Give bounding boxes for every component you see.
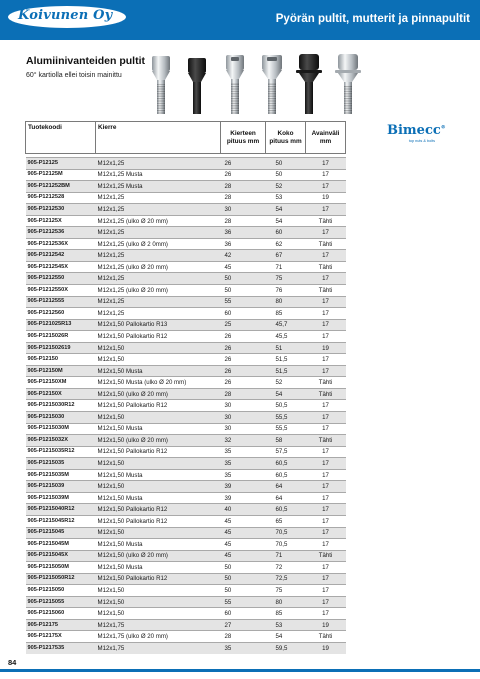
column-header-key: Avainväli mm <box>306 122 346 154</box>
cell-key: 17 <box>306 562 346 574</box>
table-row <box>26 504 346 516</box>
cell-thread-length: 36 <box>221 227 266 239</box>
cell-head-length: 76 <box>266 285 306 297</box>
cell-key: Tähti <box>306 285 346 297</box>
cell-key: 17 <box>306 504 346 516</box>
cell-code: 905-P12175X <box>26 631 96 643</box>
product-table <box>25 121 346 654</box>
cell-thread-length: 45 <box>221 550 266 562</box>
cell-head-length: 60,5 <box>266 469 306 481</box>
cell-thread-length: 35 <box>221 642 266 654</box>
table-row <box>26 354 346 366</box>
cell-thread: M12x1,50 Musta <box>96 423 221 435</box>
cell-key: 17 <box>306 585 346 597</box>
cell-thread-length: 60 <box>221 608 266 620</box>
table-row <box>26 377 346 389</box>
cell-head-length: 80 <box>266 596 306 608</box>
cell-thread-length: 50 <box>221 562 266 574</box>
cell-thread-length: 40 <box>221 504 266 516</box>
table-row <box>26 319 346 331</box>
cell-key: 17 <box>306 481 346 493</box>
cell-key: Tähti <box>306 238 346 250</box>
cell-key: 17 <box>306 527 346 539</box>
cell-key: 17 <box>306 469 346 481</box>
cell-code: 905-P1212530 <box>26 204 96 216</box>
cell-key: 17 <box>306 227 346 239</box>
table-row <box>26 446 346 458</box>
table-row <box>26 631 346 643</box>
bolt-chrome-1 <box>152 56 170 114</box>
cell-key: 19 <box>306 342 346 354</box>
cell-key: 17 <box>306 273 346 285</box>
bolt-chrome-4 <box>335 54 361 114</box>
cell-code: 905-P1212555 <box>26 296 96 308</box>
cell-code: 905-P1215050 <box>26 585 96 597</box>
column-header-thread-length: Kierteen pituus mm <box>221 122 266 154</box>
cell-thread: M12x1,50 Pallokartio R12 <box>96 400 221 412</box>
cell-code: 905-P1212545X <box>26 261 96 273</box>
cell-thread: M12x1,50 Pallokartio R12 <box>96 446 221 458</box>
table-row <box>26 215 346 227</box>
cell-head-length: 64 <box>266 481 306 493</box>
table-row <box>26 412 346 424</box>
cell-code: 905-P1212536 <box>26 227 96 239</box>
table-row <box>26 158 346 170</box>
cell-key: Tähti <box>306 550 346 562</box>
cell-key: 19 <box>306 192 346 204</box>
cell-code: 905-P1215055 <box>26 596 96 608</box>
cell-code: 905-P12150 <box>26 354 96 366</box>
cell-thread-length: 50 <box>221 573 266 585</box>
cell-head-length: 70,5 <box>266 539 306 551</box>
table-row <box>26 261 346 273</box>
cell-key: 17 <box>306 423 346 435</box>
cell-key: 17 <box>306 158 346 170</box>
cell-code: 905-P1215039 <box>26 481 96 493</box>
cell-code: 905-P12125X <box>26 215 96 227</box>
table-row <box>26 204 346 216</box>
cell-thread-length: 32 <box>221 435 266 447</box>
cell-thread: M12x1,50 Pallokartio R12 <box>96 331 221 343</box>
cell-thread-length: 26 <box>221 365 266 377</box>
cell-thread: M12x1,25 <box>96 204 221 216</box>
cell-thread: M12x1,50 <box>96 585 221 597</box>
cell-thread: M12x1,50 <box>96 342 221 354</box>
cell-thread: M12x1,50 Musta <box>96 562 221 574</box>
brand-tagline: top nuts & bolts <box>408 139 435 143</box>
table-row <box>26 492 346 504</box>
cell-thread-length: 50 <box>221 273 266 285</box>
cell-head-length: 71 <box>266 550 306 562</box>
cell-key: 17 <box>306 331 346 343</box>
cell-key: 17 <box>306 458 346 470</box>
cell-head-length: 53 <box>266 192 306 204</box>
table-row <box>26 596 346 608</box>
cell-key: 17 <box>306 539 346 551</box>
cell-thread: M12x1,25 <box>96 296 221 308</box>
cell-thread: M12x1,50 <box>96 481 221 493</box>
cell-key: Tähti <box>306 388 346 400</box>
cell-key: Tähti <box>306 631 346 643</box>
cell-head-length: 54 <box>266 631 306 643</box>
cell-key: 17 <box>306 365 346 377</box>
cell-head-length: 60,5 <box>266 504 306 516</box>
cell-thread: M12x1,25 (ulko Ø 20 mm) <box>96 285 221 297</box>
cell-head-length: 52 <box>266 181 306 193</box>
cell-thread: M12x1,50 Pallokartio R13 <box>96 319 221 331</box>
cell-thread: M12x1,50 <box>96 596 221 608</box>
cell-code: 905-P1215026R <box>26 331 96 343</box>
cell-code: 905-P1212528 <box>26 192 96 204</box>
cell-thread-length: 26 <box>221 354 266 366</box>
page-number: 84 <box>8 658 17 667</box>
cell-thread-length: 26 <box>221 158 266 170</box>
brand-name: Bimecc <box>387 123 441 138</box>
cell-head-length: 85 <box>266 308 306 320</box>
cell-code: 905-P1212550 <box>26 273 96 285</box>
cell-key: 17 <box>306 354 346 366</box>
cell-thread: M12x1,50 Musta <box>96 469 221 481</box>
cell-thread: M12x1,50 (ulko Ø 20 mm) <box>96 388 221 400</box>
cell-head-length: 55,5 <box>266 412 306 424</box>
cell-thread: M12x1,50 Pallokartio R12 <box>96 504 221 516</box>
cell-code: 905-P121502619 <box>26 342 96 354</box>
cell-head-length: 75 <box>266 585 306 597</box>
table-row <box>26 238 346 250</box>
table-row <box>26 400 346 412</box>
cell-thread: M12x1,25 <box>96 250 221 262</box>
cell-head-length: 50 <box>266 169 306 181</box>
table-row <box>26 585 346 597</box>
table-row <box>26 642 346 654</box>
cell-thread: M12x1,50 <box>96 354 221 366</box>
cell-thread-length: 30 <box>221 400 266 412</box>
table-row <box>26 273 346 285</box>
cell-key: 19 <box>306 619 346 631</box>
cell-code: 905-P1215030R12 <box>26 400 96 412</box>
cell-thread: M12x1,50 (ulko Ø 20 mm) <box>96 435 221 447</box>
cell-thread: M12x1,50 <box>96 527 221 539</box>
cell-code: 905-P1215032X <box>26 435 96 447</box>
table-row <box>26 285 346 297</box>
cell-thread-length: 30 <box>221 412 266 424</box>
cell-head-length: 51 <box>266 342 306 354</box>
cell-thread-length: 30 <box>221 423 266 435</box>
table-row <box>26 550 346 562</box>
cell-head-length: 45,5 <box>266 331 306 343</box>
cell-code: 905-P1215050R12 <box>26 573 96 585</box>
cell-head-length: 60,5 <box>266 458 306 470</box>
section-title: Alumiinivanteiden pultit <box>26 55 146 67</box>
cell-thread-length: 60 <box>221 308 266 320</box>
cell-key: Tähti <box>306 435 346 447</box>
page-header-title: Pyörän pultit, mutterit ja pinnapultit <box>275 13 470 25</box>
cell-head-length: 54 <box>266 388 306 400</box>
cell-thread-length: 26 <box>221 331 266 343</box>
cell-head-length: 70,5 <box>266 527 306 539</box>
cell-code: 905-P1215035R12 <box>26 446 96 458</box>
page-header <box>0 0 480 40</box>
cell-key: 17 <box>306 319 346 331</box>
wheel-bolts-illustration <box>148 50 368 116</box>
cell-thread: M12x1,50 Musta <box>96 539 221 551</box>
cell-head-length: 80 <box>266 296 306 308</box>
table-header-row <box>26 122 346 154</box>
cell-code: 905-P121025R13 <box>26 319 96 331</box>
cell-thread-length: 45 <box>221 261 266 273</box>
table-row <box>26 365 346 377</box>
cell-thread-length: 35 <box>221 469 266 481</box>
cell-head-length: 71 <box>266 261 306 273</box>
cell-key: 17 <box>306 296 346 308</box>
cell-code: 905-P1212536X <box>26 238 96 250</box>
table-row <box>26 608 346 620</box>
cell-code: 905-P1215045M <box>26 539 96 551</box>
table-row <box>26 619 346 631</box>
cell-key: 17 <box>306 400 346 412</box>
cell-thread: M12x1,50 <box>96 608 221 620</box>
cell-thread-length: 45 <box>221 539 266 551</box>
table-row <box>26 469 346 481</box>
cell-code: 905-P1215040R12 <box>26 504 96 516</box>
cell-thread-length: 45 <box>221 527 266 539</box>
table-row <box>26 181 346 193</box>
column-header-code: Tuotekoodi <box>26 122 96 154</box>
cell-thread-length: 35 <box>221 458 266 470</box>
cell-thread: M12x1,25 (ulko Ø 20 mm) <box>96 215 221 227</box>
cell-head-length: 60 <box>266 227 306 239</box>
cell-key: 17 <box>306 573 346 585</box>
cell-key: 17 <box>306 250 346 262</box>
cell-key: 17 <box>306 596 346 608</box>
cell-thread: M12x1,50 Pallokartio R12 <box>96 515 221 527</box>
cell-head-length: 50,5 <box>266 400 306 412</box>
cell-thread: M12x1,25 Musta <box>96 181 221 193</box>
cell-thread-length: 30 <box>221 204 266 216</box>
cell-thread: M12x1,25 <box>96 273 221 285</box>
cell-thread: M12x1,50 Musta <box>96 365 221 377</box>
cell-key: 17 <box>306 492 346 504</box>
cell-code: 905-P12125 <box>26 158 96 170</box>
table-row <box>26 423 346 435</box>
cell-code: 905-P1215060 <box>26 608 96 620</box>
cell-head-length: 55,5 <box>266 423 306 435</box>
cell-thread: M12x1,25 Musta <box>96 169 221 181</box>
cell-head-length: 50 <box>266 158 306 170</box>
cell-code: 905-P1215035 <box>26 458 96 470</box>
cell-thread-length: 26 <box>221 377 266 389</box>
cell-code: 905-P12150M <box>26 365 96 377</box>
cell-thread-length: 28 <box>221 181 266 193</box>
footer-rule <box>0 669 480 672</box>
cell-code: 905-P1215039M <box>26 492 96 504</box>
cell-key: 17 <box>306 204 346 216</box>
cell-head-length: 58 <box>266 435 306 447</box>
cell-thread: M12x1,25 <box>96 227 221 239</box>
table-row <box>26 527 346 539</box>
cell-thread: M12x1,25 (ulko Ø 2 0mm) <box>96 238 221 250</box>
cell-thread-length: 26 <box>221 169 266 181</box>
cell-code: 905-P12125M <box>26 169 96 181</box>
cell-head-length: 51,5 <box>266 365 306 377</box>
cell-key: 19 <box>306 642 346 654</box>
brand-logo: Bimecc® top nuts & bolts <box>387 123 446 143</box>
cell-thread-length: 55 <box>221 296 266 308</box>
cell-head-length: 64 <box>266 492 306 504</box>
cell-head-length: 72 <box>266 562 306 574</box>
cell-key: Tähti <box>306 215 346 227</box>
cell-head-length: 52 <box>266 377 306 389</box>
bolt-black-2 <box>296 54 322 114</box>
cell-key: 17 <box>306 515 346 527</box>
table-row <box>26 169 346 181</box>
cell-head-length: 53 <box>266 619 306 631</box>
cell-thread-length: 27 <box>221 619 266 631</box>
cell-key: Tähti <box>306 261 346 273</box>
cell-thread-length: 28 <box>221 388 266 400</box>
cell-head-length: 57,5 <box>266 446 306 458</box>
cell-code: 905-P1212550X <box>26 285 96 297</box>
cell-thread: M12x1,50 <box>96 458 221 470</box>
cell-thread: M12x1,75 <box>96 619 221 631</box>
cell-thread-length: 50 <box>221 585 266 597</box>
cell-head-length: 54 <box>266 215 306 227</box>
cell-code: 905-P12150X <box>26 388 96 400</box>
cell-code: 905-P1212560 <box>26 308 96 320</box>
cell-thread-length: 28 <box>221 215 266 227</box>
company-logo-text: Koivunen Oy <box>18 8 113 23</box>
cell-code: 905-P1215050M <box>26 562 96 574</box>
cell-code: 905-P121252BM <box>26 181 96 193</box>
cell-thread: M12x1,25 <box>96 192 221 204</box>
table-row <box>26 308 346 320</box>
table-row <box>26 331 346 343</box>
table-row <box>26 342 346 354</box>
cell-code: 905-P1215045 <box>26 527 96 539</box>
cell-code: 905-P12175 <box>26 619 96 631</box>
cell-code: 905-P1215035M <box>26 469 96 481</box>
cell-thread: M12x1,50 Musta <box>96 492 221 504</box>
cell-key: 17 <box>306 446 346 458</box>
cell-thread: M12x1,50 Pallokartio R12 <box>96 573 221 585</box>
cell-thread: M12x1,25 (ulko Ø 20 mm) <box>96 261 221 273</box>
cell-thread-length: 36 <box>221 238 266 250</box>
cell-code: 905-P1215045X <box>26 550 96 562</box>
cell-key: 17 <box>306 169 346 181</box>
cell-thread: M12x1,75 <box>96 642 221 654</box>
table-row <box>26 296 346 308</box>
cell-code: 905-P1215030 <box>26 412 96 424</box>
table-row <box>26 250 346 262</box>
section-subtitle: 60° kartiolla ellei toisin mainittu <box>26 72 122 79</box>
cell-code: 905-P1215045R12 <box>26 515 96 527</box>
table-row <box>26 539 346 551</box>
bolt-black <box>188 58 206 114</box>
cell-head-length: 67 <box>266 250 306 262</box>
cell-head-length: 75 <box>266 273 306 285</box>
table-row <box>26 435 346 447</box>
table-row <box>26 481 346 493</box>
table-row <box>26 192 346 204</box>
cell-thread: M12x1,50 (ulko Ø 20 mm) <box>96 550 221 562</box>
cell-key: Tähti <box>306 377 346 389</box>
cell-key: 17 <box>306 412 346 424</box>
table-row <box>26 227 346 239</box>
table-row <box>26 515 346 527</box>
cell-thread: M12x1,25 <box>96 308 221 320</box>
table-row <box>26 388 346 400</box>
cell-thread-length: 45 <box>221 515 266 527</box>
bolt-chrome-3 <box>262 55 282 114</box>
cell-thread: M12x1,75 (ulko Ø 20 mm) <box>96 631 221 643</box>
cell-head-length: 62 <box>266 238 306 250</box>
column-header-thread: Kierre <box>96 122 221 154</box>
table-row <box>26 458 346 470</box>
cell-code: 905-P1215030M <box>26 423 96 435</box>
cell-code: 905-P1212542 <box>26 250 96 262</box>
cell-head-length: 85 <box>266 608 306 620</box>
cell-thread: M12x1,25 <box>96 158 221 170</box>
cell-thread: M12x1,50 <box>96 412 221 424</box>
cell-thread-length: 39 <box>221 492 266 504</box>
cell-head-length: 51,5 <box>266 354 306 366</box>
cell-key: 17 <box>306 308 346 320</box>
cell-thread-length: 55 <box>221 596 266 608</box>
cell-head-length: 59,5 <box>266 642 306 654</box>
table-row <box>26 573 346 585</box>
cell-head-length: 65 <box>266 515 306 527</box>
table-row <box>26 562 346 574</box>
cell-thread-length: 28 <box>221 631 266 643</box>
column-header-head-length: Koko pituus mm <box>266 122 306 154</box>
cell-thread: M12x1,50 Musta (ulko Ø 20 mm) <box>96 377 221 389</box>
cell-head-length: 72,5 <box>266 573 306 585</box>
bolt-chrome-2 <box>226 55 244 114</box>
cell-code: 905-P1217535 <box>26 642 96 654</box>
cell-code: 905-P12150XM <box>26 377 96 389</box>
cell-thread-length: 28 <box>221 192 266 204</box>
cell-key: 17 <box>306 608 346 620</box>
cell-thread-length: 39 <box>221 481 266 493</box>
cell-head-length: 54 <box>266 204 306 216</box>
cell-thread-length: 25 <box>221 319 266 331</box>
cell-head-length: 45,7 <box>266 319 306 331</box>
cell-thread-length: 50 <box>221 285 266 297</box>
cell-thread-length: 26 <box>221 342 266 354</box>
cell-key: 17 <box>306 181 346 193</box>
cell-thread-length: 42 <box>221 250 266 262</box>
cell-thread-length: 35 <box>221 446 266 458</box>
